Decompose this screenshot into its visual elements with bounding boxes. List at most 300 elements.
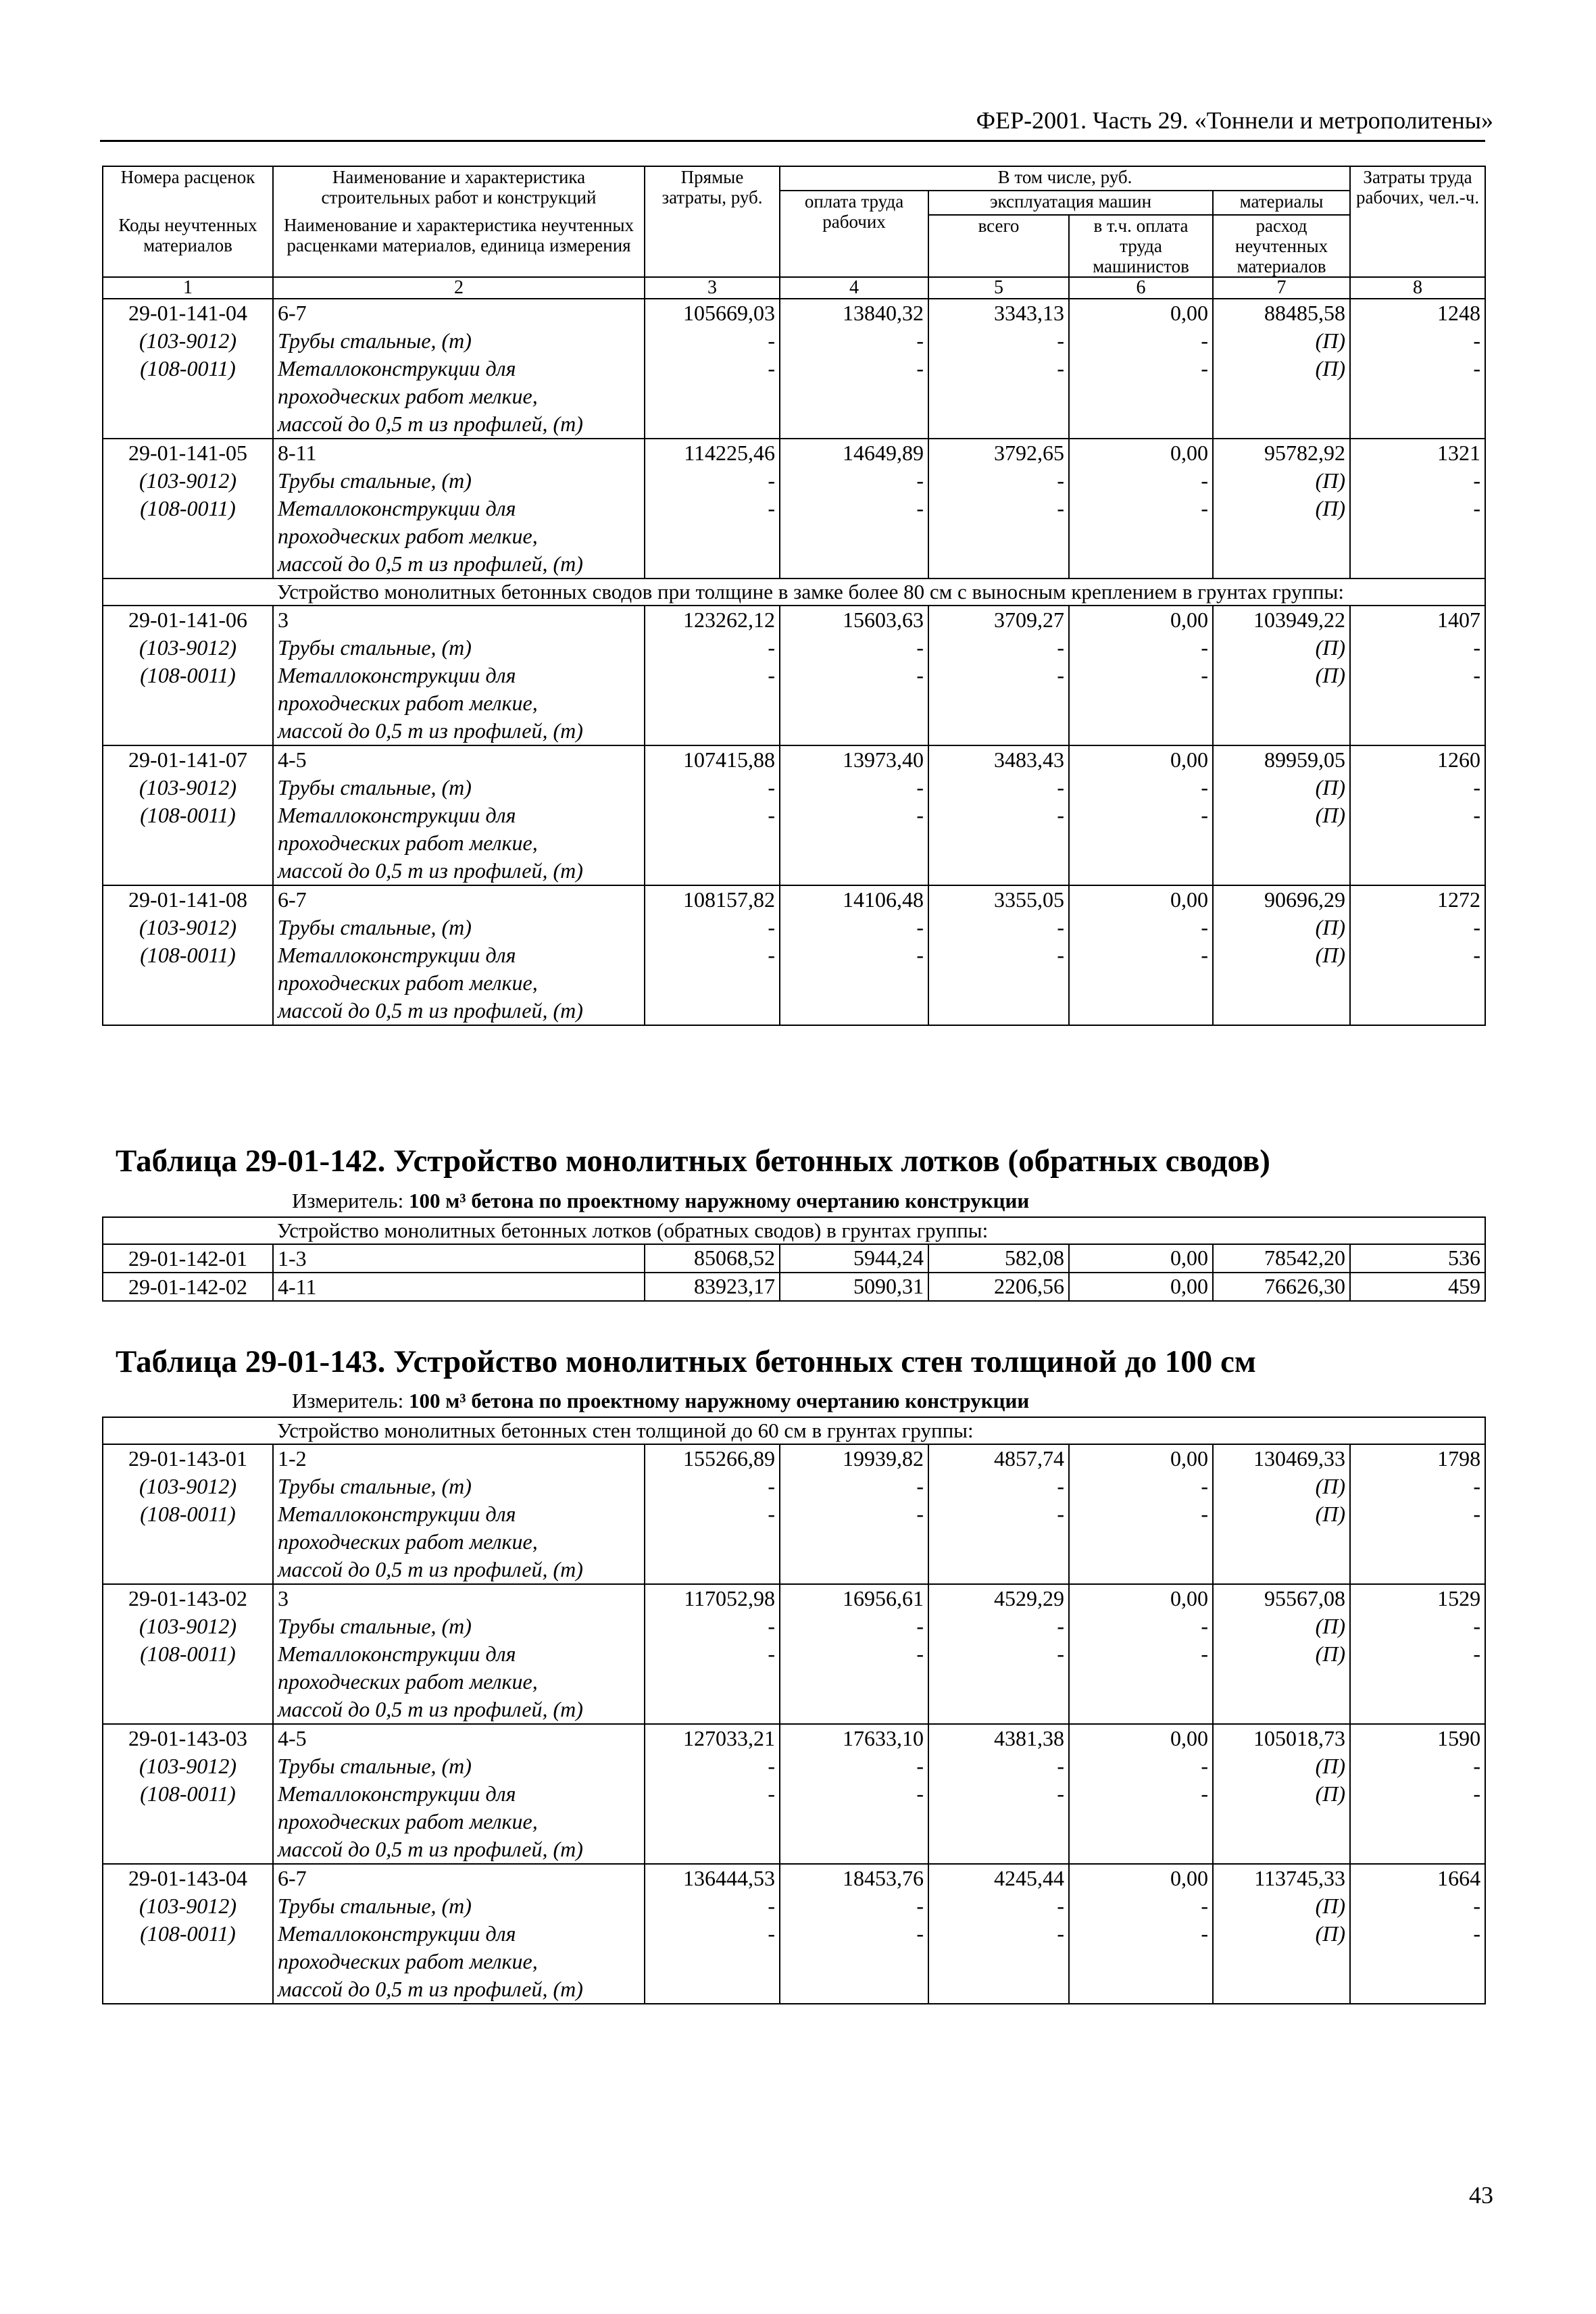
cell-line: Металлоконструкции для	[278, 1781, 516, 1806]
cell-line: -	[768, 328, 775, 353]
cell-line: -	[1473, 663, 1481, 687]
section-row	[103, 1417, 1485, 1444]
wages-cell	[780, 745, 928, 885]
cell-line: (П)	[1315, 635, 1346, 660]
cell-line: Металлоконструкции для	[278, 356, 516, 380]
cell-line: -	[1473, 468, 1481, 493]
materials-cell	[1213, 299, 1350, 439]
table-row	[103, 1724, 1485, 1864]
section-row	[103, 578, 1485, 606]
cell-line: (П)	[1315, 1921, 1345, 1946]
rate-code-cell	[103, 299, 273, 439]
direct-cost-cell	[645, 1584, 780, 1724]
cell-line: 6-7	[278, 301, 307, 325]
column-numbers-row	[103, 277, 1485, 299]
cell-line: 29-01-141-05	[128, 441, 247, 465]
cell-line: Трубы стальные, (т)	[278, 1894, 472, 1918]
cell-line: -	[916, 468, 924, 493]
section-row	[103, 1217, 1485, 1244]
direct-cost-cell	[645, 745, 780, 885]
cell-line: -	[768, 1614, 775, 1638]
cell-line: массой до 0,5 т из профилей, (т)	[278, 1837, 583, 1861]
materials-cell	[1213, 606, 1350, 745]
cell-line: -	[1057, 496, 1064, 520]
header-materials: материалы	[1213, 191, 1350, 215]
cell-line: Трубы стальные, (т)	[278, 468, 472, 493]
materials-cell	[1213, 745, 1350, 885]
cell-line: -	[1057, 663, 1064, 687]
cell-line: (103-9012)	[139, 328, 236, 353]
cell-line: 29-01-141-04	[128, 301, 247, 325]
section-heading: Устройство монолитных бетонных стен толщиной до 60 см в грунтах группы:	[273, 1417, 1485, 1444]
cell-line: -	[768, 1894, 775, 1918]
cell-line: -	[916, 943, 924, 967]
cell-line: -	[1473, 635, 1481, 660]
cell-line: -	[1201, 803, 1208, 827]
labor-cell	[1350, 1444, 1485, 1584]
header-materials-sub: расход неучтенных материалов	[1213, 215, 1350, 277]
labor-cell	[1350, 1724, 1485, 1864]
cell-line: -	[1201, 328, 1208, 353]
cell-line: -	[1201, 943, 1208, 967]
column-number: 5	[928, 277, 1069, 299]
running-header: ФЕР-2001. Часть 29. «Тоннели и метрополитены»	[976, 107, 1493, 134]
cell-line: проходческих работ мелкие,	[278, 970, 538, 995]
cell-line: -	[1473, 1502, 1481, 1526]
labor-cell: 459	[1350, 1273, 1485, 1301]
cell-line: Металлоконструкции для	[278, 803, 516, 827]
cell-line: (108-0011)	[140, 803, 236, 827]
section-heading: Устройство монолитных бетонных лотков (обратных сводов) в грунтах группы:	[273, 1217, 1485, 1244]
rate-code-cell	[103, 606, 273, 745]
machines-cell	[928, 1724, 1069, 1864]
cell-line: 130469,33	[1253, 1446, 1345, 1471]
cell-line: -	[1201, 775, 1208, 799]
wages-cell	[780, 299, 928, 439]
header-machines-wages: в т.ч. оплата труда машинистов	[1069, 215, 1213, 277]
column-number: 8	[1350, 277, 1485, 299]
cell-line: 88485,58	[1264, 301, 1346, 325]
cell-line: -	[768, 1502, 775, 1526]
rate-code-cell	[103, 1444, 273, 1584]
rate-code-cell	[103, 745, 273, 885]
cell-line: проходческих работ мелкие,	[278, 524, 538, 548]
rate-name-cell	[273, 885, 645, 1025]
cell-line: 0,00	[1170, 441, 1208, 465]
cell-line: -	[916, 1894, 924, 1918]
cell-line: 3709,27	[994, 608, 1064, 632]
cell-line: 4-5	[278, 1726, 307, 1750]
cell-line: (П)	[1315, 943, 1346, 967]
cell-line: -	[1057, 328, 1064, 353]
machines-cell: 2206,56	[928, 1273, 1069, 1301]
measure-label: Измеритель:	[292, 1389, 404, 1412]
rates-table-141	[102, 166, 1486, 1026]
cell-line: (П)	[1315, 775, 1346, 799]
header-direct: Прямые затраты, руб.	[645, 166, 780, 277]
cell-line: (103-9012)	[139, 915, 236, 939]
cell-line: 1798	[1437, 1446, 1481, 1471]
cell-line: 0,00	[1170, 887, 1208, 912]
cell-line: -	[1473, 328, 1481, 353]
cell-line: 29-01-141-07	[128, 747, 247, 772]
cell-line: 123262,12	[683, 608, 775, 632]
cell-line: (103-9012)	[139, 1614, 236, 1638]
cell-line: массой до 0,5 т из профилей, (т)	[278, 1697, 583, 1721]
cell-line: -	[1057, 915, 1064, 939]
cell-line: -	[916, 915, 924, 939]
labor-cell	[1350, 1864, 1485, 2004]
direct-cost-cell: 85068,52	[645, 1244, 780, 1273]
cell-line: Трубы стальные, (т)	[278, 328, 472, 353]
cell-line: 0,00	[1170, 1726, 1208, 1750]
header-codes-top: Номера расценок	[103, 166, 273, 215]
cell-line: -	[1473, 915, 1481, 939]
cell-line: -	[1057, 803, 1064, 827]
rate-code-cell	[103, 1864, 273, 2004]
cell-line: (103-9012)	[139, 1894, 236, 1918]
cell-line: массой до 0,5 т из профилей, (т)	[278, 1557, 583, 1581]
cell-line: проходческих работ мелкие,	[278, 691, 538, 715]
cell-line: 29-01-143-03	[128, 1726, 247, 1750]
cell-line: -	[1201, 468, 1208, 493]
rate-name-cell	[273, 1724, 645, 1864]
materials-cell	[1213, 1584, 1350, 1724]
cell-line: -	[1057, 1614, 1064, 1638]
cell-line: -	[1201, 1614, 1208, 1638]
cell-line: -	[1201, 1754, 1208, 1778]
cell-line: -	[768, 1754, 775, 1778]
cell-line: 0,00	[1170, 1586, 1208, 1610]
cell-line: (П)	[1315, 1781, 1345, 1806]
rate-code-cell: 29-01-142-01	[103, 1244, 273, 1273]
cell-line: 4-5	[278, 747, 307, 772]
cell-line: (103-9012)	[139, 1754, 236, 1778]
cell-line: 29-01-143-02	[128, 1586, 247, 1610]
cell-line: -	[1057, 775, 1064, 799]
cell-line: 0,00	[1170, 1446, 1208, 1471]
cell-line: 1664	[1437, 1866, 1481, 1890]
cell-line: -	[768, 1474, 775, 1498]
materials-cell	[1213, 1444, 1350, 1584]
cell-line: 0,00	[1170, 608, 1208, 632]
materials-cell: 78542,20	[1213, 1244, 1350, 1273]
cell-line: -	[1473, 1474, 1481, 1498]
cell-line: -	[1057, 1921, 1064, 1946]
column-number: 2	[273, 277, 645, 299]
rate-code-cell	[103, 1584, 273, 1724]
machine-wages-cell: 0,00	[1069, 1273, 1213, 1301]
cell-line: 4245,44	[994, 1866, 1064, 1890]
column-number: 3	[645, 277, 780, 299]
cell-line: Металлоконструкции для	[278, 1502, 516, 1526]
cell-line: (П)	[1315, 1894, 1345, 1918]
cell-line: (108-0011)	[140, 496, 236, 520]
machines-cell	[928, 1444, 1069, 1584]
machine-wages-cell	[1069, 1864, 1213, 2004]
cell-line: Металлоконструкции для	[278, 663, 516, 687]
cell-line: -	[916, 496, 924, 520]
machines-cell	[928, 885, 1069, 1025]
machines-cell	[928, 299, 1069, 439]
cell-line: -	[916, 328, 924, 353]
rates-table-143	[102, 1417, 1486, 2004]
cell-line: -	[1473, 1781, 1481, 1806]
cell-line: -	[916, 663, 924, 687]
column-number: 6	[1069, 277, 1213, 299]
cell-line: -	[916, 775, 924, 799]
cell-line: -	[768, 1921, 775, 1946]
cell-line: -	[1201, 1921, 1208, 1946]
cell-line: -	[1473, 1614, 1481, 1638]
cell-line: -	[1473, 1894, 1481, 1918]
rate-code-cell	[103, 439, 273, 578]
cell-line: 15603,63	[843, 608, 924, 632]
cell-line: -	[916, 356, 924, 380]
cell-line: -	[768, 943, 775, 967]
cell-line: (П)	[1315, 1502, 1345, 1526]
cell-line: -	[1473, 943, 1481, 967]
cell-line: -	[1057, 1894, 1064, 1918]
cell-line: -	[768, 1642, 775, 1666]
machines-cell	[928, 439, 1069, 578]
table-header	[103, 166, 1485, 299]
cell-line: -	[1057, 1474, 1064, 1498]
cell-line: -	[1201, 1781, 1208, 1806]
column-number: 1	[103, 277, 273, 299]
cell-line: -	[1201, 356, 1208, 380]
rate-name-cell: 4-11	[273, 1273, 645, 1301]
cell-line: массой до 0,5 т из профилей, (т)	[278, 1977, 583, 2001]
table-row	[103, 885, 1485, 1025]
header-labor: Затраты труда рабочих, чел.-ч.	[1350, 166, 1485, 277]
cell-line: -	[1057, 1754, 1064, 1778]
cell-line: 3792,65	[994, 441, 1064, 465]
cell-line: 108157,82	[683, 887, 775, 912]
cell-line: (П)	[1315, 1474, 1345, 1498]
cell-line: (108-0011)	[140, 356, 236, 380]
cell-line: -	[1201, 1502, 1208, 1526]
cell-line: массой до 0,5 т из профилей, (т)	[278, 998, 583, 1023]
column-number: 7	[1213, 277, 1350, 299]
cell-line: 113745,33	[1254, 1866, 1345, 1890]
cell-line: -	[1057, 468, 1064, 493]
direct-cost-cell	[645, 885, 780, 1025]
cell-line: 4857,74	[994, 1446, 1064, 1471]
direct-cost-cell	[645, 299, 780, 439]
wages-cell	[780, 1444, 928, 1584]
header-machines-total: всего	[928, 215, 1069, 277]
cell-line: 1321	[1437, 441, 1481, 465]
cell-line: 3	[278, 608, 289, 632]
machine-wages-cell	[1069, 1724, 1213, 1864]
cell-line: (П)	[1315, 1754, 1345, 1778]
machine-wages-cell	[1069, 1584, 1213, 1724]
cell-line: 95782,92	[1264, 441, 1346, 465]
machine-wages-cell	[1069, 439, 1213, 578]
materials-cell	[1213, 1864, 1350, 2004]
cell-line: -	[1057, 1642, 1064, 1666]
cell-line: 29-01-143-01	[128, 1446, 247, 1471]
cell-line: -	[1473, 775, 1481, 799]
wages-cell	[780, 1864, 928, 2004]
cell-line: массой до 0,5 т из профилей, (т)	[278, 718, 583, 743]
cell-line: 4381,38	[994, 1726, 1064, 1750]
cell-line: проходческих работ мелкие,	[278, 1949, 538, 1973]
cell-line: (103-9012)	[139, 635, 236, 660]
cell-line: 117052,98	[684, 1586, 775, 1610]
labor-cell	[1350, 299, 1485, 439]
header-wages: оплата труда рабочих	[780, 191, 928, 277]
cell-line: 3343,13	[994, 301, 1064, 325]
machines-cell	[928, 1584, 1069, 1724]
cell-line: 3355,05	[994, 887, 1064, 912]
cell-line: проходческих работ мелкие,	[278, 1529, 538, 1554]
cell-line: 14649,89	[843, 441, 924, 465]
table-143-measure	[292, 1388, 1488, 1414]
cell-line: массой до 0,5 т из профилей, (т)	[278, 412, 583, 436]
rate-name-cell	[273, 1584, 645, 1724]
cell-line: 1272	[1437, 887, 1481, 912]
table-row	[103, 606, 1485, 745]
cell-line: -	[768, 775, 775, 799]
column-number: 4	[780, 277, 928, 299]
wages-cell	[780, 606, 928, 745]
measure-label: Измеритель:	[292, 1189, 404, 1212]
cell-line: (108-0011)	[140, 1642, 236, 1666]
cell-line: 0,00	[1170, 747, 1208, 772]
cell-line: 90696,29	[1264, 887, 1346, 912]
rate-name-cell	[273, 1864, 645, 2004]
labor-cell	[1350, 1584, 1485, 1724]
cell-line: проходческих работ мелкие,	[278, 384, 538, 408]
cell-line: 1260	[1437, 747, 1481, 772]
cell-line: -	[768, 915, 775, 939]
cell-line: 155266,89	[683, 1446, 775, 1471]
cell-line: (П)	[1315, 356, 1346, 380]
cell-line: -	[768, 803, 775, 827]
rate-name-cell	[273, 745, 645, 885]
cell-line: (103-9012)	[139, 775, 236, 799]
cell-line: -	[1057, 356, 1064, 380]
cell-line: 29-01-141-06	[128, 608, 247, 632]
cell-line: 0,00	[1170, 1866, 1208, 1890]
cell-line: Трубы стальные, (т)	[278, 1754, 472, 1778]
cell-line: (П)	[1315, 1614, 1345, 1638]
cell-line: 14106,48	[843, 887, 924, 912]
direct-cost-cell	[645, 1444, 780, 1584]
cell-line: Металлоконструкции для	[278, 943, 516, 967]
direct-cost-cell	[645, 606, 780, 745]
cell-line: -	[1201, 1642, 1208, 1666]
rows-141a	[103, 299, 1485, 1025]
cell-line: -	[916, 803, 924, 827]
cell-line: 13840,32	[843, 301, 924, 325]
table-142-measure	[292, 1188, 1488, 1214]
wages-cell: 5944,24	[780, 1244, 928, 1273]
rate-code-cell	[103, 1724, 273, 1864]
cell-line: -	[1057, 1502, 1064, 1526]
cell-line: Металлоконструкции для	[278, 496, 516, 520]
cell-line: -	[916, 1642, 924, 1666]
cell-line: (П)	[1315, 915, 1346, 939]
cell-line: -	[916, 635, 924, 660]
cell-line: 6-7	[278, 1866, 307, 1890]
labor-cell: 536	[1350, 1244, 1485, 1273]
cell-line: -	[1057, 1781, 1064, 1806]
cell-line: (П)	[1315, 663, 1346, 687]
cell-line: массой до 0,5 т из профилей, (т)	[278, 858, 583, 883]
wages-cell	[780, 1724, 928, 1864]
cell-line: (108-0011)	[140, 1502, 236, 1526]
header-codes-bottom: Коды неучтенных материалов	[103, 215, 273, 277]
cell-line: -	[1201, 496, 1208, 520]
direct-cost-cell	[645, 1724, 780, 1864]
materials-cell	[1213, 439, 1350, 578]
cell-line: 8-11	[278, 441, 317, 465]
wages-cell	[780, 439, 928, 578]
table-row	[103, 1444, 1485, 1584]
cell-line: -	[916, 1614, 924, 1638]
rates-table-142	[102, 1216, 1486, 1302]
header-machines: эксплуатация машин	[928, 191, 1213, 215]
table-row	[103, 1244, 1485, 1273]
cell-line: проходческих работ мелкие,	[278, 1809, 538, 1833]
cell-line: 1248	[1437, 301, 1481, 325]
wages-cell	[780, 885, 928, 1025]
cell-line: Трубы стальные, (т)	[278, 775, 472, 799]
cell-line: (108-0011)	[140, 943, 236, 967]
cell-line: (П)	[1315, 496, 1346, 520]
cell-line: -	[1473, 1642, 1481, 1666]
cell-line: 4529,29	[994, 1586, 1064, 1610]
cell-line: 1529	[1437, 1586, 1481, 1610]
rate-name-cell	[273, 439, 645, 578]
cell-line: (103-9012)	[139, 468, 236, 493]
wages-cell	[780, 1584, 928, 1724]
machines-cell	[928, 745, 1069, 885]
cell-line: 107415,88	[683, 747, 775, 772]
table-row	[103, 439, 1485, 578]
cell-line: 3	[278, 1586, 289, 1610]
machine-wages-cell	[1069, 299, 1213, 439]
cell-line: -	[768, 663, 775, 687]
cell-line: 3483,43	[994, 747, 1064, 772]
rate-name-cell	[273, 606, 645, 745]
rate-name-cell	[273, 299, 645, 439]
cell-line: -	[768, 496, 775, 520]
cell-line: -	[1201, 1474, 1208, 1498]
cell-line: 103949,22	[1253, 608, 1346, 632]
cell-line: -	[1473, 1754, 1481, 1778]
cell-line: 1-2	[278, 1446, 307, 1471]
cell-line: 19939,82	[843, 1446, 924, 1471]
cell-line: (П)	[1315, 1642, 1345, 1666]
direct-cost-cell	[645, 439, 780, 578]
cell-line: -	[1473, 1921, 1481, 1946]
cell-line: (П)	[1315, 328, 1346, 353]
machine-wages-cell	[1069, 745, 1213, 885]
cell-line: 18453,76	[843, 1866, 924, 1890]
cell-line: -	[768, 1781, 775, 1806]
materials-cell	[1213, 1724, 1350, 1864]
cell-line: 29-01-141-08	[128, 887, 247, 912]
cell-line: 105018,73	[1253, 1726, 1345, 1750]
machine-wages-cell	[1069, 606, 1213, 745]
table-row	[103, 745, 1485, 885]
direct-cost-cell	[645, 1864, 780, 2004]
cell-line: -	[768, 468, 775, 493]
